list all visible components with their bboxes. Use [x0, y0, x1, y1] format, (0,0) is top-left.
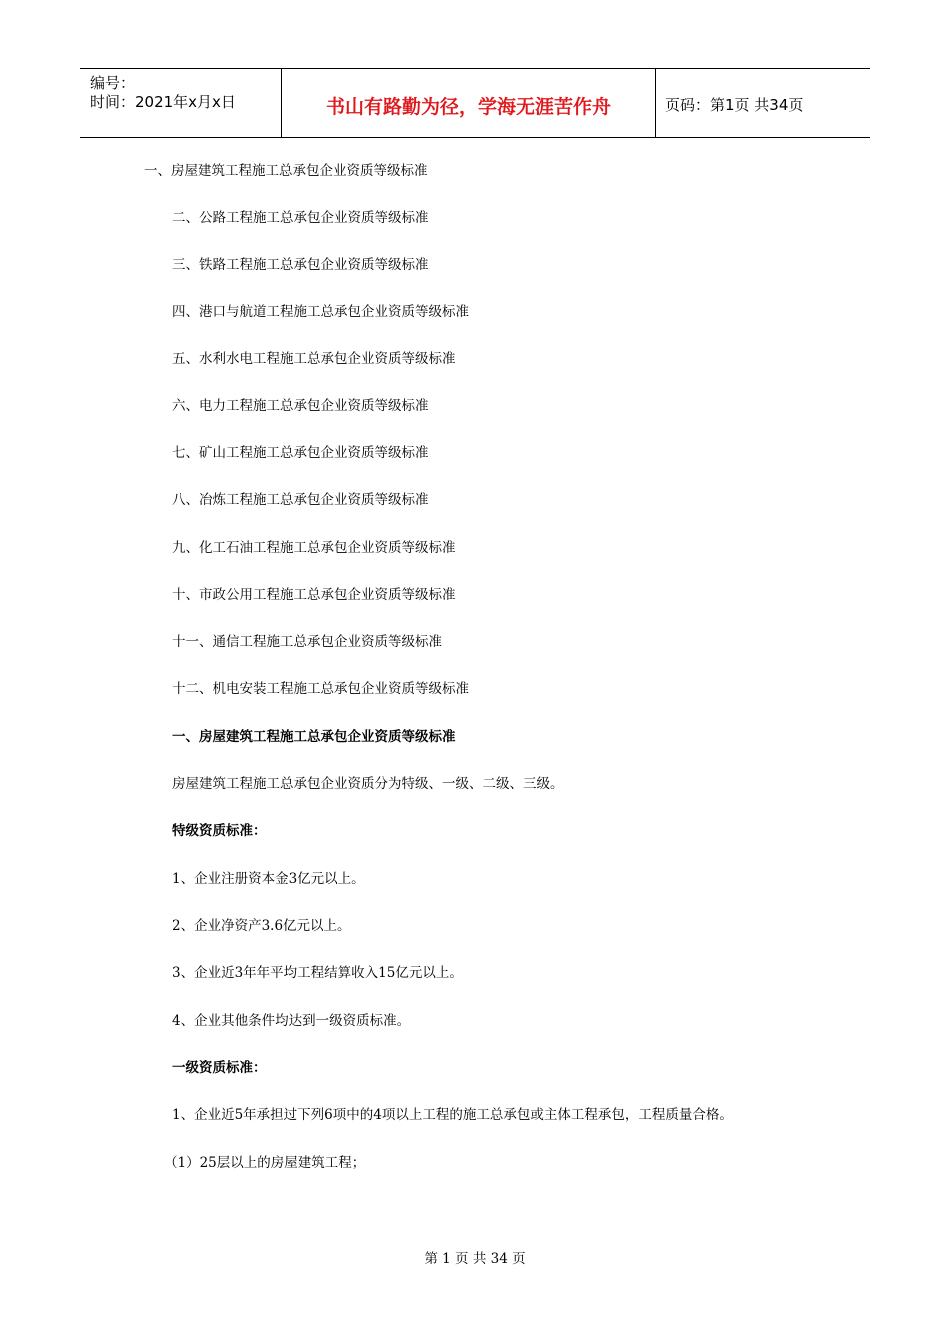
- section-heading: 一、房屋建筑工程施工总承包企业资质等级标准: [172, 729, 456, 745]
- number-label: 编号：: [90, 74, 136, 92]
- toc-item: 三、铁路工程施工总承包企业资质等级标准: [172, 257, 429, 273]
- list-item: 2、企业净资产3.6亿元以上。: [172, 918, 351, 934]
- special-grade-heading: 特级资质标准：: [172, 823, 267, 839]
- level1-heading: 一级资质标准：: [172, 1060, 267, 1076]
- toc-item: 七、矿山工程施工总承包企业资质等级标准: [172, 445, 429, 461]
- list-item: 4、企业其他条件均达到一级资质标准。: [172, 1013, 411, 1029]
- toc-item: 八、冶炼工程施工总承包企业资质等级标准: [172, 492, 429, 508]
- toc-item: 九、化工石油工程施工总承包企业资质等级标准: [172, 540, 456, 556]
- page-header-table: [80, 68, 870, 138]
- header-motto-cell: [281, 69, 656, 137]
- list-item: 1、企业注册资本金3亿元以上。: [172, 871, 365, 887]
- page-footer: 第 1 页 共 34 页: [424, 1251, 526, 1267]
- list-item: 3、企业近3年年平均工程结算收入15亿元以上。: [172, 965, 463, 981]
- toc-item: 一、房屋建筑工程施工总承包企业资质等级标准: [144, 163, 428, 179]
- toc-item: 十二、机电安装工程施工总承包企业资质等级标准: [172, 681, 469, 697]
- toc-item: 六、电力工程施工总承包企业资质等级标准: [172, 398, 429, 414]
- header-page-label: 页码：第1页 共34页: [665, 96, 804, 114]
- header-page-cell: [655, 69, 870, 137]
- toc-item: 十、市政公用工程施工总承包企业资质等级标准: [172, 587, 456, 603]
- section-intro: 房屋建筑工程施工总承包企业资质分为特级、一级、二级、三级。: [172, 776, 564, 792]
- toc-item: 五、水利水电工程施工总承包企业资质等级标准: [172, 351, 456, 367]
- list-subitem: （1）25层以上的房屋建筑工程；: [164, 1155, 366, 1171]
- motto-text: 书山有路勤为径，学海无涯苦作舟: [325, 96, 611, 118]
- toc-item: 十一、通信工程施工总承包企业资质等级标准: [172, 634, 442, 650]
- list-item: 1、企业近5年承担过下列6项中的4项以上工程的施工总承包或主体工程承包，工程质量合格。: [172, 1107, 733, 1123]
- toc-item: 四、港口与航道工程施工总承包企业资质等级标准: [172, 304, 469, 320]
- date-label: 时间：2021年x月x日: [90, 93, 236, 111]
- toc-item: 二、公路工程施工总承包企业资质等级标准: [172, 210, 429, 226]
- header-info-cell: [80, 69, 281, 137]
